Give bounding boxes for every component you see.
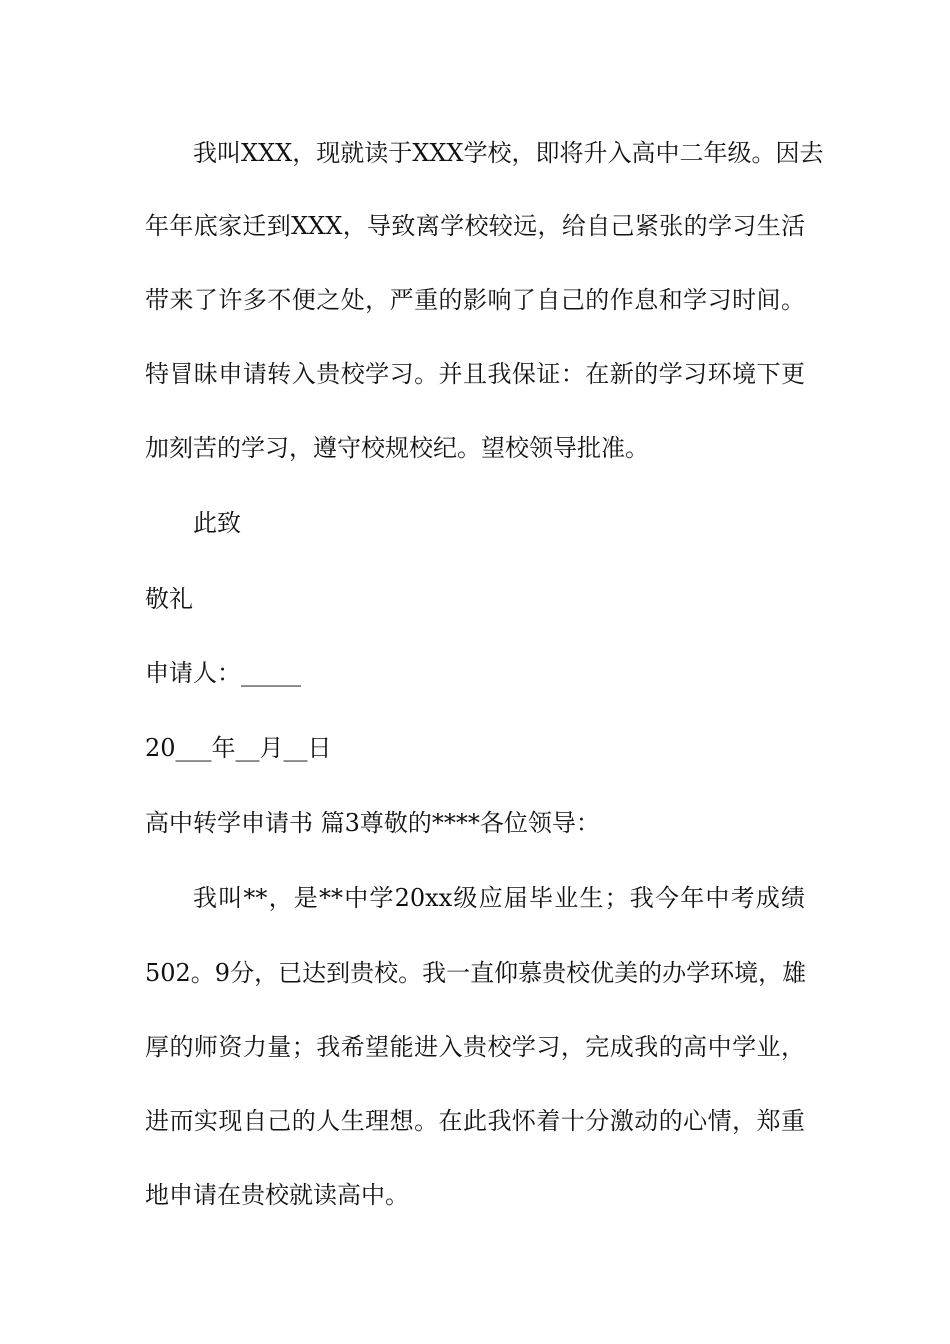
paragraph2-line-2: 502。9分，已达到贵校。我一直仰慕贵校优美的办学环境，雄 xyxy=(145,959,807,987)
closing-salutation: 此致 xyxy=(193,509,241,537)
section-heading: 高中转学申请书 篇3尊敬的****各位领导： xyxy=(145,809,600,837)
paragraph2-line-5: 地申请在贵校就读高中。 xyxy=(145,1181,409,1209)
paragraph1-line-2: 年年底家迁到XXX，导致离学校较远，给自己紧张的学习生活 xyxy=(145,212,805,240)
closing-regards: 敬礼 xyxy=(145,585,193,613)
paragraph1-line-5: 加刻苦的学习，遵守校规校纪。望校领导批准。 xyxy=(145,434,649,462)
paragraph1-line-4: 特冒昧申请转入贵校学习。并且我保证：在新的学习环境下更 xyxy=(145,360,805,388)
date-line: 20___年__月__日 xyxy=(145,734,332,762)
paragraph1-line-1: 我叫XXX，现就读于XXX学校，即将升入高中二年级。因去 xyxy=(193,139,824,167)
paragraph2-line-4: 进而实现自己的人生理想。在此我怀着十分激动的心情，郑重 xyxy=(145,1107,805,1135)
applicant-signature-line: 申请人：_____ xyxy=(145,659,301,687)
paragraph2-line-3: 厚的师资力量；我希望能进入贵校学习，完成我的高中学业， xyxy=(145,1033,805,1061)
paragraph1-line-3: 带来了许多不便之处，严重的影响了自己的作息和学习时间。 xyxy=(145,286,805,314)
paragraph2-line-1: 我叫**，是**中学20xx级应届毕业生；我今年中考成绩 xyxy=(193,884,805,912)
